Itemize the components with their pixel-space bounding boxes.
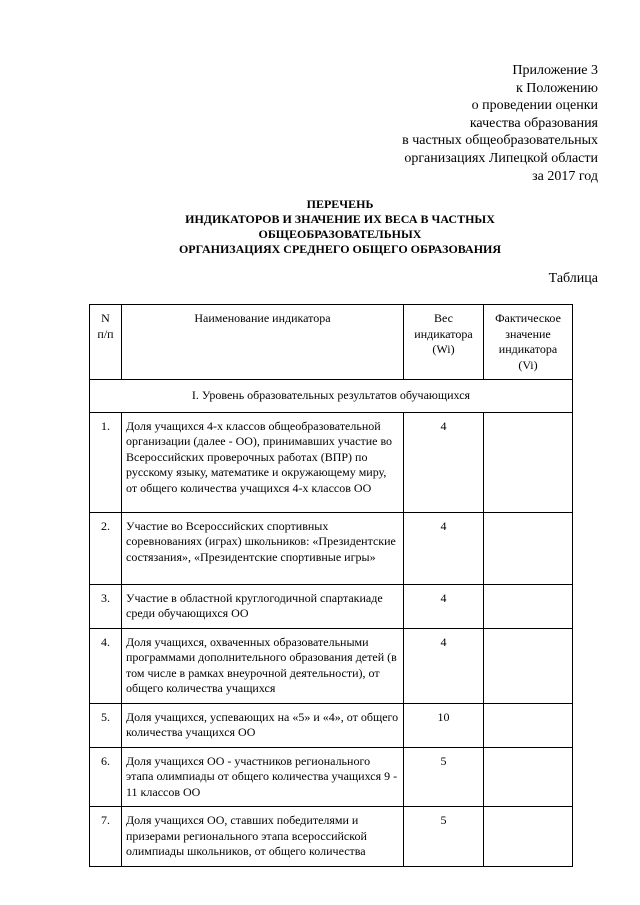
row-num: 3. (90, 584, 122, 628)
row-actual (484, 584, 573, 628)
appendix-header (402, 62, 598, 185)
row-weight: 4 (404, 512, 484, 584)
table-row (90, 747, 573, 807)
indicators-table (89, 304, 573, 867)
header-num-text: N п/п (97, 311, 114, 341)
appendix-line: качества образования (469, 115, 598, 131)
table-row (90, 807, 573, 867)
section-row (90, 380, 573, 413)
row-num: 2. (90, 512, 122, 584)
appendix-line: к Положению (515, 80, 598, 96)
header-actual (484, 305, 573, 380)
table-row (90, 703, 573, 747)
header-name (122, 305, 404, 380)
row-num: 5. (90, 703, 122, 747)
header-num (90, 305, 122, 380)
row-actual (484, 512, 573, 584)
row-name: Участие в областной круглогодичной спартакиаде среди обучающихся ОО (122, 584, 404, 628)
row-actual (484, 628, 573, 703)
row-name: Доля учащихся, охваченных образовательными программами дополнительного образования детей (в том числе в рамках внеурочной деятельности), от общего количества учащихся (122, 628, 404, 703)
row-num: 6. (90, 747, 122, 807)
appendix-line: Приложение 3 (512, 63, 598, 78)
row-actual (484, 747, 573, 807)
header-actual-text: Фактическое значение индикатора (Vi) (495, 311, 561, 372)
row-num: 4. (90, 628, 122, 703)
row-actual (484, 703, 573, 747)
table-row (90, 512, 573, 584)
title-line: ОБЩЕОБРАЗОВАТЕЛЬНЫХ (258, 227, 422, 241)
title-line: ПЕРЕЧЕНЬ (306, 197, 374, 211)
row-num: 1. (90, 412, 122, 512)
document-title (130, 197, 550, 257)
row-actual (484, 412, 573, 512)
title-line: ИНДИКАТОРОВ И ЗНАЧЕНИЕ ИХ ВЕСА В ЧАСТНЫХ (185, 212, 495, 226)
appendix-line: за 2017 год (532, 168, 598, 184)
table-row (90, 412, 573, 512)
header-weight-text: Вес индикатора (Wi) (414, 311, 473, 356)
table-label: Таблица (548, 271, 598, 286)
row-name: Доля учащихся ОО, ставших победителями и призерами регионального этапа всероссийской олимпиады школьников, от общего количества (122, 807, 404, 867)
title-line: ОРГАНИЗАЦИЯХ СРЕДНЕГО ОБЩЕГО ОБРАЗОВАНИЯ (178, 242, 502, 256)
table-row (90, 628, 573, 703)
row-num: 7. (90, 807, 122, 867)
section-title: I. Уровень образовательных результатов обучающихся (90, 380, 573, 413)
table-row (90, 584, 573, 628)
appendix-line: организациях Липецкой области (404, 150, 598, 166)
appendix-line: о проведении оценки (471, 98, 598, 114)
header-weight (404, 305, 484, 380)
row-weight: 4 (404, 584, 484, 628)
table-header-row (90, 305, 573, 380)
row-name: Доля учащихся ОО - участников регионального этапа олимпиады от общего количества учащихся 9 - 11 классов ОО (122, 747, 404, 807)
row-weight: 5 (404, 747, 484, 807)
row-name: Участие во Всероссийских спортивных соревнованиях (играх) школьников: «Президентские состязания», «Президентские спортивные игры» (122, 512, 404, 584)
row-weight: 10 (404, 703, 484, 747)
row-weight: 5 (404, 807, 484, 867)
row-name: Доля учащихся, успевающих на «5» и «4», от общего количества учащихся ОО (122, 703, 404, 747)
row-weight: 4 (404, 412, 484, 512)
row-weight: 4 (404, 628, 484, 703)
header-name-text: Наименование индикатора (194, 311, 331, 325)
row-name: Доля учащихся 4-х классов общеобразовательной организации (далее - ОО), принимавших участие во Всероссийских проверочных работах (ВПР) по русскому языку, математике и окружающему миру, от общего количества учащихся 4-х классов ОО (122, 412, 404, 512)
row-actual (484, 807, 573, 867)
appendix-line: в частных общеобразовательных (402, 133, 598, 149)
